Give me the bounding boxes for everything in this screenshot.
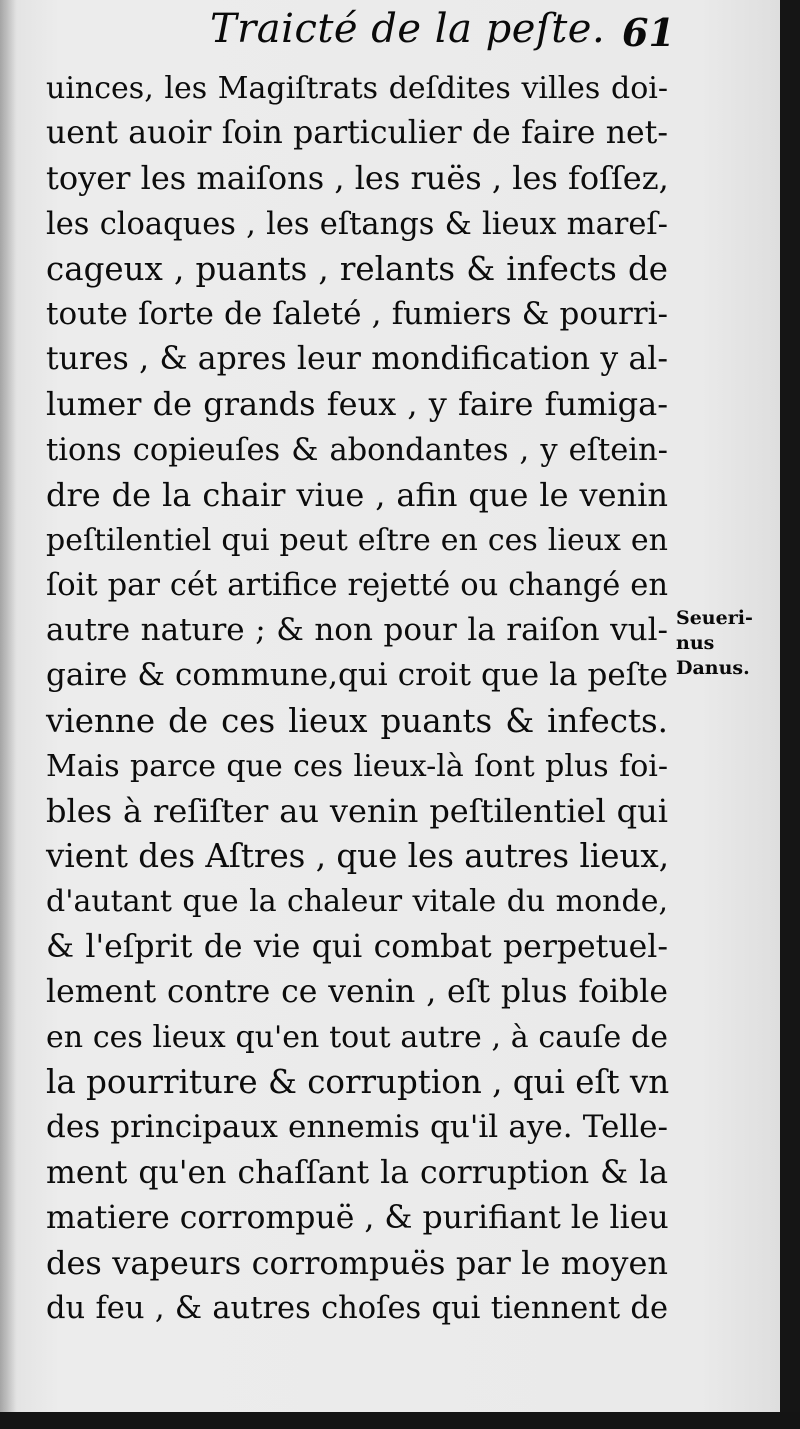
margin-note-line: Seueri- bbox=[676, 607, 753, 629]
text-line: toute ſorte de ſaleté , fumiers & pourri- bbox=[46, 295, 668, 332]
text-line: vienne de ces lieux puants & infects. bbox=[46, 701, 668, 740]
text-line: du feu , & autres choſes qui tiennent de bbox=[46, 1291, 668, 1327]
text-line: peſtilentiel qui peut eſtre en ces lieux en bbox=[46, 522, 668, 558]
binding-shadow bbox=[0, 0, 16, 1412]
text-line: uinces, les Magiſtrats deſdites villes doi- bbox=[46, 71, 668, 106]
text-line: des principaux ennemis qu'il aye. Telle- bbox=[46, 1109, 668, 1146]
text-line: lumer de grands feux , y faire fumiga- bbox=[46, 385, 668, 424]
text-line: & l'eſprit de vie qui combat perpetuel- bbox=[46, 928, 668, 965]
text-line: bles à reſiſter au venin peſtilentiel qui bbox=[46, 792, 668, 830]
text-line: des vapeurs corrompuës par le moyen bbox=[46, 1243, 668, 1282]
text-line: gaire & commune,qui croit que la peſte bbox=[46, 657, 668, 694]
text-line: matiere corrompuë , & purifiant le lieu bbox=[46, 1199, 669, 1236]
text-line: vient des Aſtres , que les autres lieux, bbox=[46, 837, 670, 876]
page-number: 61 bbox=[622, 10, 675, 55]
text-line: Mais parce que ces lieux-là ſont plus foi- bbox=[46, 748, 668, 784]
running-head: Traicté de la peſte. bbox=[210, 6, 606, 52]
text-line: ment qu'en chaſſant la corruption & la bbox=[46, 1154, 668, 1191]
text-line: tions copieuſes & abondantes , y eſtein- bbox=[46, 432, 668, 468]
bottom-edge-shadow bbox=[0, 1412, 800, 1429]
text-line: uent auoir ſoin particulier de faire net- bbox=[46, 115, 668, 152]
body-text bbox=[46, 66, 668, 1331]
text-line: ſoit par cét artifice rejetté ou changé en bbox=[46, 568, 668, 604]
margin-note-line: Danus. bbox=[676, 657, 750, 679]
page-header bbox=[0, 6, 780, 60]
text-line: cageux , puants , relants & infects de bbox=[46, 249, 668, 288]
text-line: dre de la chair viue , afin que le venin bbox=[46, 475, 668, 514]
text-line: tures , & apres leur mondification y al- bbox=[46, 341, 668, 378]
text-line: en ces lieux qu'en tout autre , à cauſe de bbox=[46, 1019, 668, 1055]
margin-note-line: nus bbox=[676, 632, 715, 654]
text-line: lement contre ce venin , eſt plus foible bbox=[46, 973, 668, 1010]
text-line: les cloaques , les eſtangs & lieux mareſ- bbox=[46, 206, 668, 242]
text-line: d'autant que la chaleur vitale du monde, bbox=[46, 884, 668, 920]
text-line: autre nature ; & non pour la raiſon vul- bbox=[46, 612, 668, 649]
page-edge-shadow bbox=[780, 0, 800, 1429]
text-line: toyer les maiſons , les ruës , les foſſez, bbox=[46, 159, 669, 198]
text-line: la pourriture & corruption , qui eſt vn bbox=[46, 1063, 670, 1102]
margin-note bbox=[676, 606, 772, 681]
